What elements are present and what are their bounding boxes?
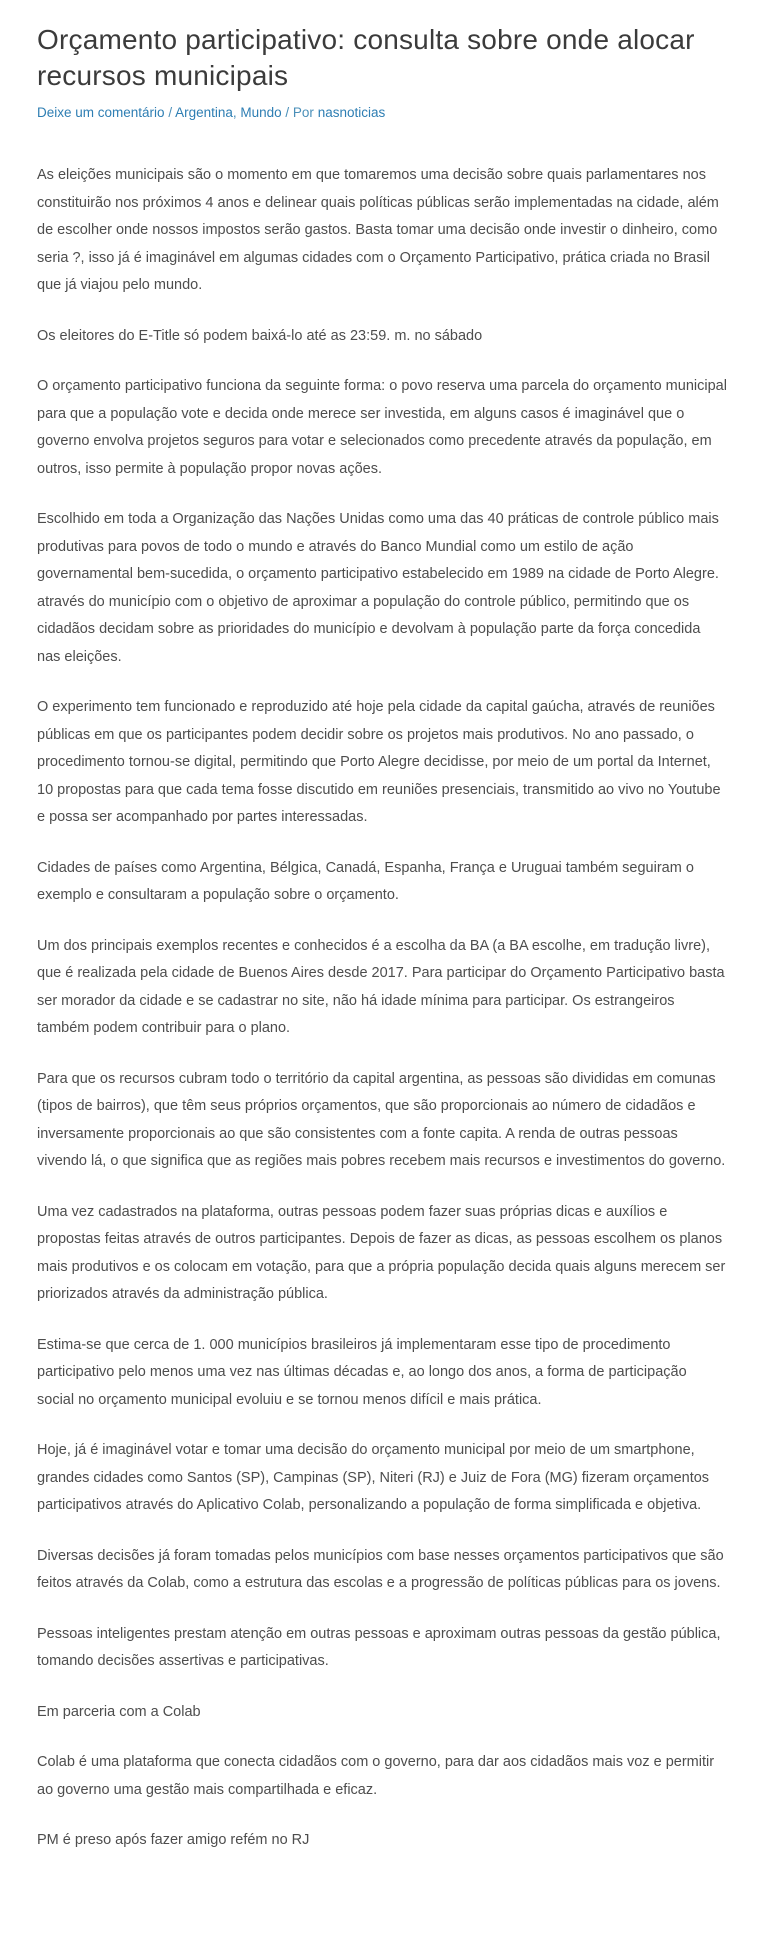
author-link[interactable]: nasnoticias bbox=[317, 105, 386, 120]
byline-prefix: / Por bbox=[281, 105, 318, 120]
article-paragraph: Um dos principais exemplos recentes e conhecidos é a escolha da BA (a BA escolhe, em tradução livre), que é realizada pela cidade de Buenos Aires desde 2017. Para participar do Orçamento Participativo basta ser morador da cidade e se cadastrar no site, não há idade mínima para participar. Os estrangeiros também podem contribuir para o plano. bbox=[37, 937, 725, 1036]
article-paragraph: Para que os recursos cubram todo o território da capital argentina, as pessoas são divididas em comunas (tipos de bairros), que têm seus próprios orçamentos, que são proporcionais ao número de cidadãos e inversamente proporcionais ao que são consistentes com a fonte capita. A renda de outras pessoas vivendo lá, o que significa que as regiões mais pobres recebem mais recursos e investimentos do governo. bbox=[37, 1070, 726, 1169]
article-header bbox=[37, 22, 727, 122]
article-paragraph: Os eleitores do E-Title só podem baixá-lo até as 23:59. m. no sábado bbox=[37, 327, 483, 344]
article-paragraph: Escolhido em toda a Organização das Nações Unidas como uma das 40 práticas de controle público mais produtivas para povos de todo o mundo e através do Banco Mundial como um estilo de ação governamental bem-sucedida, o orçamento participativo estabelecido em 1989 na cidade de Porto Alegre. através do município com o objetivo de aproximar a população do controle público, permitindo que os cidadãos decidam sobre as prioridades do município e devolvam à população parte da força concedida nas eleições. bbox=[37, 511, 719, 665]
article-paragraph: PM é preso após fazer amigo refém no RJ bbox=[37, 1832, 310, 1848]
post-meta bbox=[37, 104, 727, 122]
article-paragraph: Em parceria com a Colab bbox=[37, 1703, 201, 1720]
article-paragraph: O orçamento participativo funciona da seguinte forma: o povo reserva uma parcela do orçamento municipal para que a população vote e decida onde merece ser investida, em alguns casos é imaginável que o governo envolva projetos seguros para votar e selecionados como precedente através da população, em outros, isso permite à população propor novas ações. bbox=[37, 378, 727, 477]
article-paragraph: Pessoas inteligentes prestam atenção em outras pessoas e aproximam outras pessoas da gestão pública, tomando decisões assertivas e participativas. bbox=[37, 1625, 721, 1669]
article-paragraph: Diversas decisões já foram tomadas pelos municípios com base nesses orçamentos participativos que são feitos através da Colab, como a estrutura das escolas e a progressão de políticas públicas para os jovens. bbox=[37, 1547, 724, 1591]
category-separator: , bbox=[232, 105, 241, 120]
category-link-argentina[interactable]: Argentina bbox=[175, 105, 233, 120]
article-paragraph: Hoje, já é imaginável votar e tomar uma decisão do orçamento municipal por meio de um smartphone, grandes cidades como Santos (SP), Campinas (SP), Niteri (RJ) e Juiz de Fora (MG) fizeram orçamentos participativos através do Aplicativo Colab, personalizando a população de forma simplificada e objetiva. bbox=[37, 1442, 710, 1513]
article-paragraph: As eleições municipais são o momento em que tomaremos uma decisão sobre quais parlamentares nos constituirão nos próximos 4 anos e delinear quais políticas públicas serão implementadas na cidade, além de escolher onde nossos impostos serão gastos. Basta tomar uma decisão onde investir o dinheiro, como seria ?, isso já é imaginável em algumas cidades com o Orçamento Participativo, prática criada no Brasil que já viajou pelo mundo. bbox=[37, 167, 719, 293]
article-paragraph: Cidades de países como Argentina, Bélgica, Canadá, Espanha, França e Uruguai também seguiram o exemplo e consultaram a população sobre o orçamento. bbox=[37, 859, 694, 903]
meta-separator: / bbox=[164, 105, 176, 120]
page-title: Orçamento participativo: consulta sobre onde alocar recursos municipais bbox=[37, 24, 695, 91]
article-paragraph: Uma vez cadastrados na plataforma, outras pessoas podem fazer suas próprias dicas e auxílios e propostas feitas através de outros participantes. Depois de fazer as dicas, as pessoas escolhem os planos mais produtivos e os colocam em votação, para que a própria população decida quais alguns merecem ser priorizados através da administração pública. bbox=[37, 1203, 726, 1302]
article-paragraph: O experimento tem funcionado e reproduzido até hoje pela cidade da capital gaúcha, através de reuniões públicas em que os participantes podem decidir sobre os projetos mais produtivos. No ano passado, o procedimento tornou-se digital, permitindo que Porto Alegre decidisse, por meio de um portal da Internet, 10 propostas para que cada tema fosse discutido em reuniões presenciais, transmitido ao vivo no Youtube e possa ser acompanhado por partes interessadas. bbox=[37, 699, 721, 825]
article-paragraph: Colab é uma plataforma que conecta cidadãos com o governo, para dar aos cidadãos mais voz e permitir ao governo uma gestão mais compartilhada e eficaz. bbox=[37, 1754, 715, 1798]
leave-comment-link[interactable]: Deixe um comentário bbox=[37, 105, 165, 120]
article-body bbox=[37, 162, 727, 1855]
category-link-mundo[interactable]: Mundo bbox=[240, 105, 282, 120]
article-paragraph: Estima-se que cerca de 1. 000 municípios brasileiros já implementaram esse tipo de procedimento participativo pelo menos uma vez nas últimas décadas e, ao longo dos anos, a forma de participação social no orçamento municipal evoluiu e se tornou menos difícil e mais prática. bbox=[37, 1336, 687, 1408]
